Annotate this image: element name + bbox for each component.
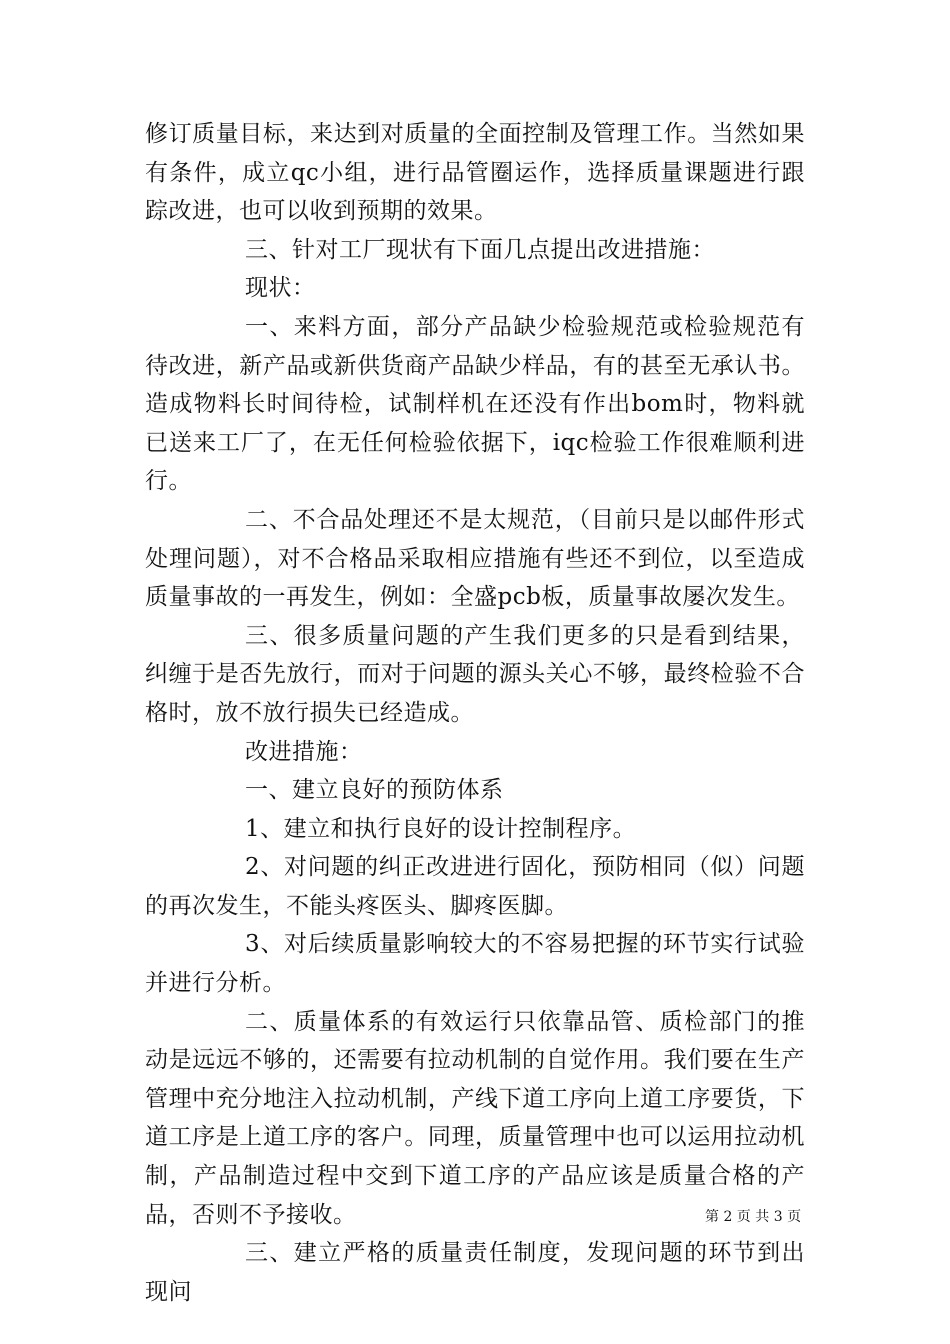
- paragraph-status-root-cause: 三、很多质量问题的产生我们更多的只是看到结果，纠缠于是否先放行，而对于问题的源头关心不够，最终检验不合格时，放不放行损失已经造成。: [145, 622, 805, 726]
- subheading-improvement-measures: 改进措施：: [245, 738, 363, 765]
- subheading-current-status: 现状：: [245, 275, 316, 302]
- paragraph-status-incoming-material: 一、来料方面，部分产品缺少检验规范或检验规范有待改进，新产品或新供货商产品缺少样品，有的甚至无承认书。造成物料长时间待检，试制样机在还没有作出bom时，物料就已送来工厂了，在无任何检验依据下，iqc检验工作很难顺利进行。: [145, 313, 805, 495]
- paragraph-measure-design-control: 1、建立和执行良好的设计控制程序。: [245, 815, 637, 842]
- paragraph-measure-testing: 3、对后续质量影响较大的不容易把握的环节实行试验并进行分析。: [145, 931, 805, 997]
- paragraph-measure-responsibility: 三、建立严格的质量责任制度，发现问题的环节到出现问: [145, 1240, 805, 1305]
- section-heading-improvement: 三、针对工厂现状有下面几点提出改进措施：: [245, 236, 715, 263]
- paragraph-quality-goals: 修订质量目标，来达到对质量的全面控制及管理工作。当然如果有条件，成立qc小组，进行品管圈运作，选择质量课题进行跟踪改进，也可以收到预期的效果。: [145, 121, 805, 225]
- paragraph-status-nonconforming: 二、不合品处理还不是太规范，（目前只是以邮件形式处理问题），对不合格品采取相应措施有些还不到位，以至造成质量事故的一再发生，例如：全盛pcb板，质量事故屡次发生。: [145, 506, 805, 611]
- document-body: [145, 115, 805, 1311]
- paragraph-measure-fix-solidify: 2、对问题的纠正改进进行固化，预防相同（似）问题的再次发生，不能头疼医头、脚疼医脚。: [145, 854, 805, 919]
- paragraph-measure-prevention: 一、建立良好的预防体系: [245, 777, 504, 804]
- paragraph-measure-pull-mechanism: 二、质量体系的有效运行只依靠品管、质检部门的推动是远远不够的，还需要有拉动机制的自觉作用。我们要在生产管理中充分地注入拉动机制，产线下道工序向上道工序要货，下道工序是上道工序的客户。同理，质量管理中也可以运用拉动机制，产品制造过程中交到下道工序的产品应该是质量合格的产品，否则不予接收。: [145, 1008, 805, 1228]
- page-number-footer: 第 2 页 共 3 页: [705, 1209, 802, 1225]
